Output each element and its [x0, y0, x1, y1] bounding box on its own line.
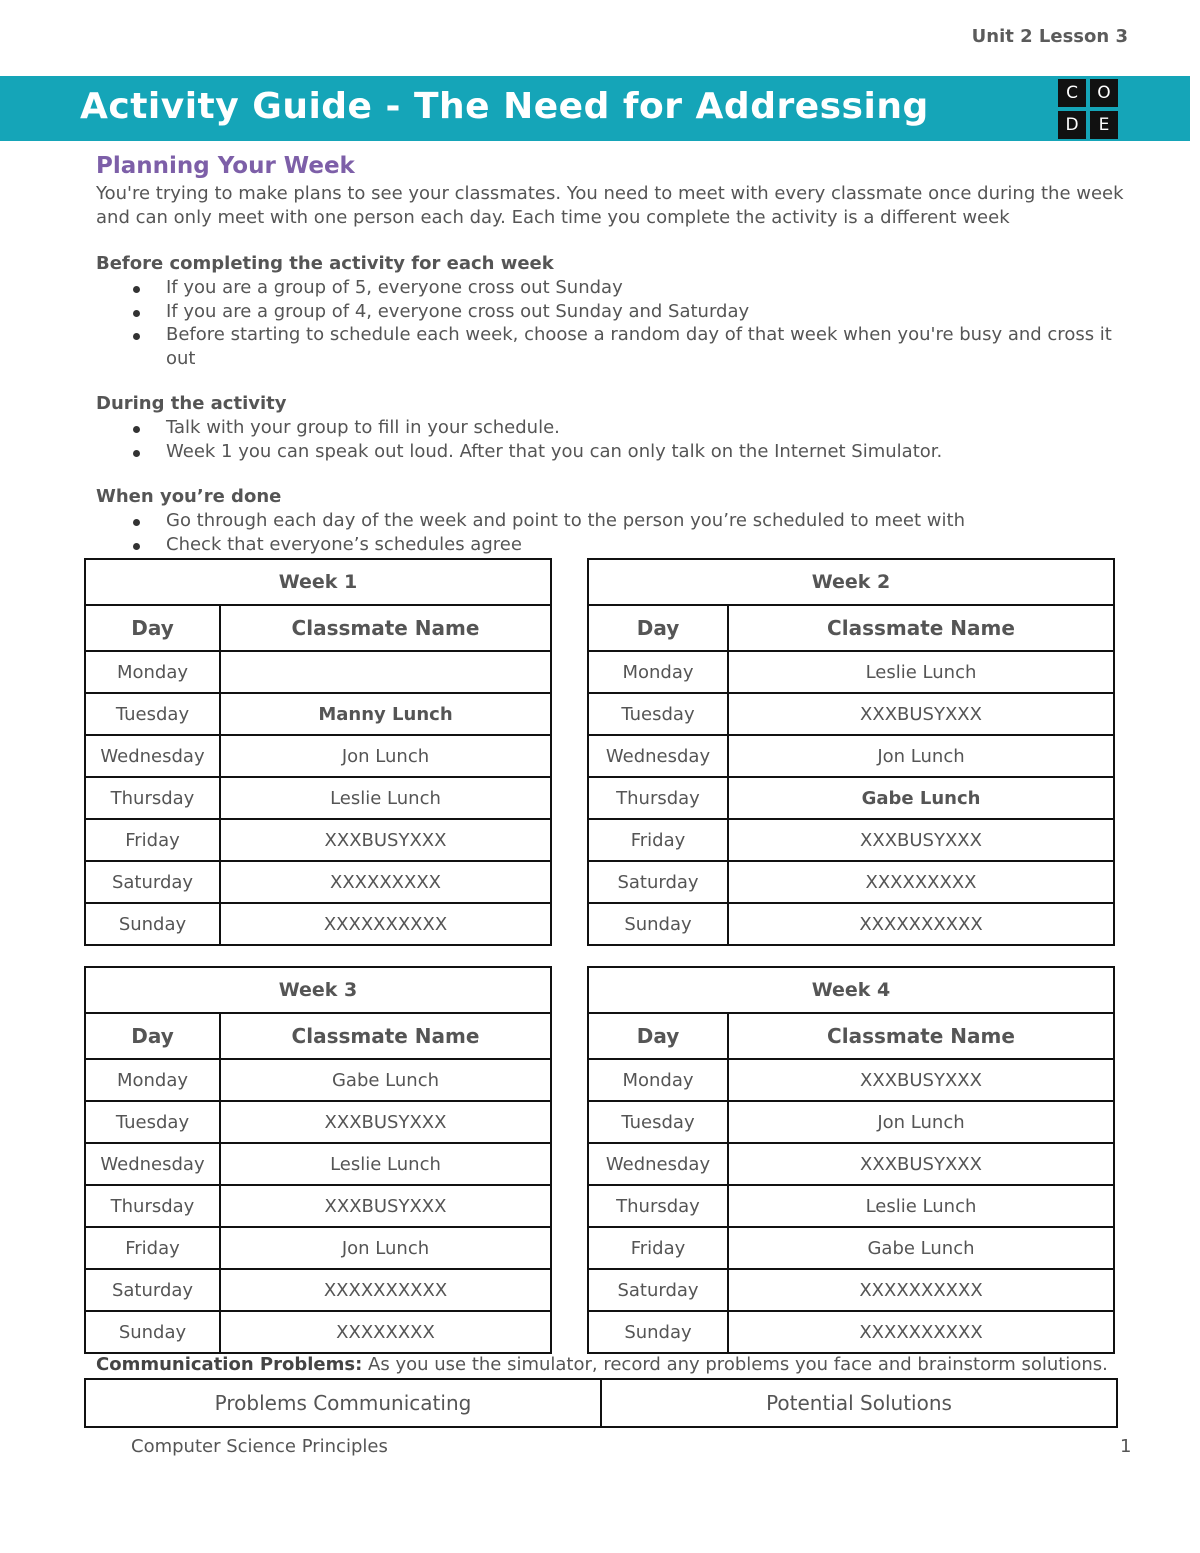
day-column-header: Day	[85, 1013, 220, 1059]
classmate-cell[interactable]: XXXXXXXXXX	[728, 1269, 1114, 1311]
day-cell: Friday	[85, 819, 220, 861]
week-title: Week 2	[588, 559, 1114, 605]
table-row	[85, 651, 551, 693]
day-cell: Wednesday	[588, 735, 728, 777]
classmate-cell[interactable]: XXXXXXXXX	[728, 861, 1114, 903]
classmate-cell[interactable]: XXXBUSYXXX	[220, 1185, 551, 1227]
table-row	[85, 819, 551, 861]
logo-letter: O	[1090, 79, 1118, 107]
table-row	[85, 861, 551, 903]
classmate-cell[interactable]: Jon Lunch	[220, 735, 551, 777]
table-row	[85, 1143, 551, 1185]
communication-table	[84, 1378, 1118, 1428]
classmate-cell[interactable]: XXXBUSYXXX	[728, 1059, 1114, 1101]
communication-label: Communication Problems:	[96, 1354, 363, 1375]
classmate-cell[interactable]: XXXBUSYXXX	[728, 1143, 1114, 1185]
during-list	[96, 416, 1126, 463]
day-cell: Sunday	[588, 1311, 728, 1353]
communication-prompt	[96, 1354, 1108, 1375]
day-cell: Tuesday	[588, 693, 728, 735]
day-cell: Saturday	[85, 1269, 220, 1311]
day-cell: Friday	[588, 819, 728, 861]
footer-course: Computer Science Principles	[131, 1436, 388, 1457]
table-row	[588, 693, 1114, 735]
classmate-cell[interactable]: XXXBUSYXXX	[220, 1101, 551, 1143]
day-cell: Saturday	[588, 1269, 728, 1311]
day-cell: Thursday	[85, 777, 220, 819]
classmate-cell[interactable]: Gabe Lunch	[728, 777, 1114, 819]
classmate-cell[interactable]: Jon Lunch	[220, 1227, 551, 1269]
logo-letter: D	[1058, 111, 1086, 139]
day-cell: Monday	[85, 1059, 220, 1101]
classmate-column-header: Classmate Name	[220, 1013, 551, 1059]
solutions-column-header[interactable]: Potential Solutions	[601, 1379, 1117, 1427]
table-row	[588, 1143, 1114, 1185]
day-cell: Saturday	[85, 861, 220, 903]
section-heading-planning: Planning Your Week	[96, 153, 355, 179]
classmate-cell[interactable]	[220, 651, 551, 693]
unit-label: Unit 2 Lesson 3	[971, 26, 1128, 47]
day-cell: Tuesday	[85, 693, 220, 735]
intro-text: You're trying to make plans to see your classmates. You need to meet with every classmate once during the week and can only meet with one person each day. Each time you complete the activity is a different week	[96, 183, 1124, 228]
table-row	[85, 735, 551, 777]
table-row	[85, 903, 551, 945]
day-cell: Wednesday	[588, 1143, 728, 1185]
day-column-header: Day	[85, 605, 220, 651]
week-3-table	[84, 966, 552, 1354]
day-cell: Tuesday	[85, 1101, 220, 1143]
classmate-cell[interactable]: Gabe Lunch	[220, 1059, 551, 1101]
week-title: Week 4	[588, 967, 1114, 1013]
list-item: Week 1 you can speak out loud. After that you can only talk on the Internet Simulator.	[166, 440, 1126, 464]
table-row	[588, 735, 1114, 777]
week-2-table	[587, 558, 1115, 946]
table-row	[588, 651, 1114, 693]
classmate-cell[interactable]: XXXXXXXXX	[220, 861, 551, 903]
table-row	[85, 1101, 551, 1143]
table-row	[85, 1269, 551, 1311]
classmate-cell[interactable]: XXXBUSYXXX	[728, 819, 1114, 861]
page-number: 1	[1120, 1436, 1132, 1457]
list-item: Before starting to schedule each week, choose a random day of that week when you're busy and cross it out	[166, 323, 1126, 370]
classmate-column-header: Classmate Name	[220, 605, 551, 651]
classmate-column-header: Classmate Name	[728, 1013, 1114, 1059]
day-cell: Monday	[85, 651, 220, 693]
code-logo-icon	[1058, 79, 1118, 139]
classmate-cell[interactable]: Jon Lunch	[728, 1101, 1114, 1143]
day-cell: Monday	[588, 1059, 728, 1101]
title-banner	[0, 76, 1190, 141]
day-cell: Thursday	[85, 1185, 220, 1227]
instructions	[96, 150, 1126, 556]
classmate-cell[interactable]: Jon Lunch	[728, 735, 1114, 777]
day-cell: Thursday	[588, 1185, 728, 1227]
day-cell: Friday	[85, 1227, 220, 1269]
classmate-cell[interactable]: XXXBUSYXXX	[220, 819, 551, 861]
classmate-cell[interactable]: Leslie Lunch	[220, 1143, 551, 1185]
classmate-cell[interactable]: Manny Lunch	[220, 693, 551, 735]
table-row	[588, 903, 1114, 945]
day-cell: Monday	[588, 651, 728, 693]
list-item: If you are a group of 4, everyone cross out Sunday and Saturday	[166, 300, 1126, 324]
table-row	[588, 1059, 1114, 1101]
classmate-cell[interactable]: Leslie Lunch	[728, 651, 1114, 693]
page-title: Activity Guide - The Need for Addressing	[80, 86, 929, 127]
table-row	[588, 861, 1114, 903]
logo-letter: C	[1058, 79, 1086, 107]
day-cell: Friday	[588, 1227, 728, 1269]
table-row	[588, 1185, 1114, 1227]
section-heading-done: When you’re done	[96, 486, 282, 507]
week-title: Week 1	[85, 559, 551, 605]
table-row	[85, 1059, 551, 1101]
classmate-cell[interactable]: Leslie Lunch	[220, 777, 551, 819]
problems-column-header[interactable]: Problems Communicating	[85, 1379, 601, 1427]
day-cell: Tuesday	[588, 1101, 728, 1143]
table-row	[588, 1269, 1114, 1311]
list-item: Go through each day of the week and point to the person you’re scheduled to meet with	[166, 509, 1126, 533]
day-cell: Thursday	[588, 777, 728, 819]
day-cell: Saturday	[588, 861, 728, 903]
classmate-cell[interactable]: XXXXXXXXXX	[220, 903, 551, 945]
day-cell: Sunday	[85, 903, 220, 945]
day-cell: Wednesday	[85, 735, 220, 777]
week-1-table	[84, 558, 552, 946]
day-column-header: Day	[588, 605, 728, 651]
communication-text: As you use the simulator, record any problems you face and brainstorm solutions.	[368, 1354, 1108, 1375]
table-row	[588, 819, 1114, 861]
table-row	[85, 1185, 551, 1227]
classmate-cell[interactable]: XXXBUSYXXX	[728, 693, 1114, 735]
section-heading-during: During the activity	[96, 393, 287, 414]
table-row	[85, 693, 551, 735]
day-column-header: Day	[588, 1013, 728, 1059]
table-row	[85, 1311, 551, 1353]
week-4-table	[587, 966, 1115, 1354]
table-row	[85, 777, 551, 819]
classmate-cell[interactable]: Leslie Lunch	[728, 1185, 1114, 1227]
classmate-cell[interactable]: Gabe Lunch	[728, 1227, 1114, 1269]
table-row	[85, 1227, 551, 1269]
classmate-cell[interactable]: XXXXXXXX	[220, 1311, 551, 1353]
list-item: Check that everyone’s schedules agree	[166, 533, 1126, 557]
list-item: Talk with your group to fill in your schedule.	[166, 416, 1126, 440]
before-list	[96, 276, 1126, 370]
classmate-column-header: Classmate Name	[728, 605, 1114, 651]
done-list	[96, 509, 1126, 556]
table-row	[588, 777, 1114, 819]
table-row	[588, 1311, 1114, 1353]
day-cell: Wednesday	[85, 1143, 220, 1185]
logo-letter: E	[1090, 111, 1118, 139]
classmate-cell[interactable]: XXXXXXXXXX	[728, 903, 1114, 945]
table-row	[588, 1101, 1114, 1143]
day-cell: Sunday	[85, 1311, 220, 1353]
day-cell: Sunday	[588, 903, 728, 945]
section-heading-before: Before completing the activity for each week	[96, 253, 554, 274]
list-item: If you are a group of 5, everyone cross out Sunday	[166, 276, 1126, 300]
classmate-cell[interactable]: XXXXXXXXXX	[728, 1311, 1114, 1353]
classmate-cell[interactable]: XXXXXXXXXX	[220, 1269, 551, 1311]
week-title: Week 3	[85, 967, 551, 1013]
table-row	[588, 1227, 1114, 1269]
